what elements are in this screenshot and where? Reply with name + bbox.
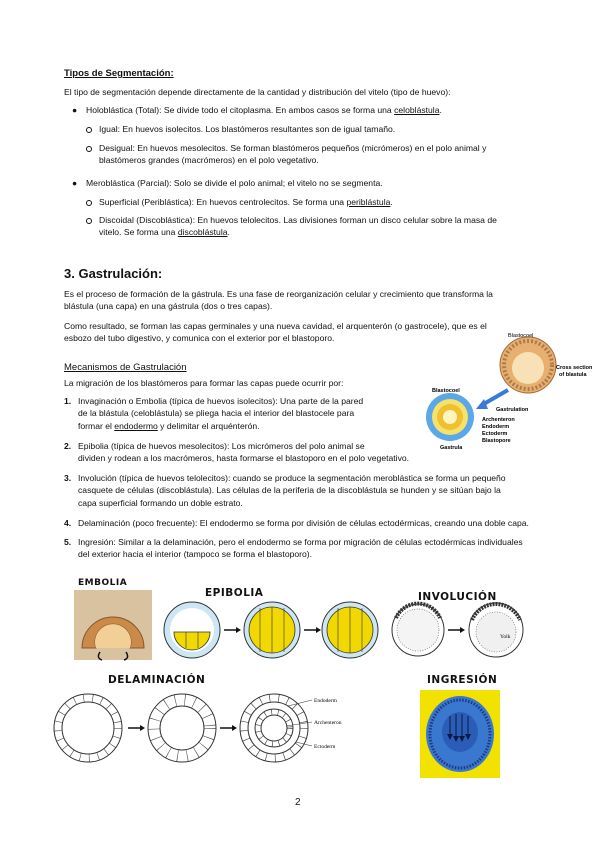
arrow-icon bbox=[232, 725, 237, 731]
label-gastrulation: Gastrulation bbox=[496, 407, 529, 413]
mechanism-item-5: 5. Ingresión: Similar a la delaminación, pero el endodermo se forma por migración de células ectodérmicas individuales del exterior hacia el interior (tampoco se forma el blastoporo). bbox=[64, 537, 523, 560]
gastrulation-diagram bbox=[420, 325, 593, 455]
figure-title-delaminacion: DELAMINACIÓN bbox=[108, 674, 206, 686]
mechanism-item-4: 4. Delaminación (poco frecuente): El endodermo se forma por división de células ectodérmicas, creando una doble capa. bbox=[64, 518, 529, 528]
label-archenteron: Archenteron bbox=[314, 720, 342, 726]
label-ectoderm: Ectoderm bbox=[482, 431, 508, 437]
mechanism-item-3: 3. Involución (típica de huevos telolecitos): cuando se produce la segmentación meroblástica se forma un pequeño casquete de células (discoblástula). Las células de la periferia de la discoblástula se hunden y se sitúan bajo la capa superficial formando un doble estrato. bbox=[64, 473, 506, 508]
involucion-stage-1 bbox=[392, 604, 444, 656]
mechanisms-title: Mecanismos de Gastrulación bbox=[64, 362, 187, 373]
list-item-meroblastica: ● Meroblástica (Parcial): Solo se divide el polo animal; el vitelo no se segmenta. bbox=[72, 178, 383, 188]
gastrula bbox=[426, 393, 474, 441]
epibolia-stage-1 bbox=[164, 602, 220, 658]
mechanisms-intro: La migración de los blastómeros para formar las capas puede ocurrir por: bbox=[64, 378, 344, 388]
involucion-figure bbox=[388, 600, 528, 660]
arrow-icon bbox=[316, 627, 321, 633]
figure-title-epibolia: EPIBOLIA bbox=[205, 587, 264, 599]
circle-bullet-icon bbox=[86, 200, 92, 206]
label-blastocoel-top: Blastocoel bbox=[508, 333, 534, 339]
delaminacion-figure bbox=[52, 690, 342, 765]
circle-bullet-icon bbox=[86, 146, 92, 152]
epibolia-stage-2 bbox=[244, 602, 300, 658]
label-gastrula: Gastrula bbox=[440, 445, 463, 451]
bullet-icon: ● bbox=[72, 178, 78, 188]
label-of-blastula: of blastula bbox=[559, 372, 587, 378]
gastrulation-paragraph-2: Como resultado, se forman las capas germinales y una nueva cavidad, el arquenterón (o gastrocele), que es el esbozo del tubo digestivo, y comunica con el exterior por el blastoporo. bbox=[64, 321, 487, 344]
epibolia-stage-3 bbox=[322, 602, 378, 658]
label-yolk: Yolk bbox=[500, 634, 511, 640]
segmentation-title: Tipos de Segmentación: bbox=[64, 68, 174, 79]
figure-title-ingresion: INGRESIÓN bbox=[427, 674, 498, 686]
label-endoderm: Endoderm bbox=[314, 698, 337, 704]
mechanism-item-1: 1. Invaginación o Embolia (típica de huevos isolecitos): Una parte de la pared de la blástula (celoblástula) se pliega hacia el interior del blastocele para formar el endodermo y delimitar el arquénterón. bbox=[64, 396, 364, 431]
involucion-stage-2 bbox=[469, 603, 523, 657]
arrow-icon bbox=[140, 725, 145, 731]
page-number: 2 bbox=[295, 797, 301, 808]
figure-title-embolia: EMBOLIA bbox=[78, 578, 128, 588]
delaminacion-stage-3 bbox=[240, 694, 308, 762]
label-endoderm: Endoderm bbox=[482, 424, 510, 430]
list-item-superficial: Superficial (Periblástica): En huevos centrolecitos. Se forma una periblástula. bbox=[99, 196, 393, 208]
gastrulation-paragraph-1: Es el proceso de formación de la gástrula. Es una fase de reorganización celular y crecimiento que transforma la blástula (una capa) en una gástrula (dos o tres capas). bbox=[64, 289, 493, 312]
list-item-desigual: Desigual: En huevos mesolecitos. Se forman blastómeros pequeños (micrómeros) en el polo animal y blastómeros grandes (macrómeros) en el polo vegetativo. bbox=[99, 142, 486, 167]
label-blastocoel-left: Blastocoel bbox=[432, 388, 460, 394]
label-cross-section: Cross section bbox=[556, 365, 593, 371]
gastrulation-title: 3. Gastrulación: bbox=[64, 266, 163, 281]
blastula-cross-section bbox=[500, 337, 556, 393]
delaminacion-stage-2 bbox=[148, 694, 216, 762]
circle-bullet-icon bbox=[86, 218, 92, 224]
circle-bullet-icon bbox=[86, 127, 92, 133]
arrow-icon bbox=[460, 627, 465, 633]
arrow-icon bbox=[236, 627, 241, 633]
list-item-holoblastica: ● Holoblástica (Total): Se divide todo el citoplasma. En ambos casos se forma una celoblástula. bbox=[72, 105, 442, 115]
mechanism-item-2: 2. Epibolia (típica de huevos mesolecitos): Los micrómeros del polo animal se dividen y rodean a los macrómeros, hasta formarse el blastoporo en el polo vegetativo. bbox=[64, 441, 410, 464]
ingresion-figure bbox=[420, 690, 500, 778]
list-item-discoidal: Discoidal (Discoblástica): En huevos telolecitos. Las divisiones forman un disco celular sobre la masa de vitelo. Se forma una discoblástula. bbox=[99, 214, 497, 239]
label-blastopore: Blastopore bbox=[482, 438, 511, 444]
bullet-icon: ● bbox=[72, 105, 78, 115]
segmentation-intro: El tipo de segmentación depende directamente de la cantidad y distribución del vitelo (tipo de huevo): bbox=[64, 87, 451, 97]
epibolia-figure bbox=[160, 600, 380, 660]
label-archenteron: Archenteron bbox=[482, 417, 515, 423]
arrow-icon bbox=[482, 390, 508, 405]
list-item-igual: Igual: En huevos isolecitos. Los blastómeros resultantes son de igual tamaño. bbox=[99, 123, 395, 135]
figure-title-involucion: INVOLUCIÓN bbox=[418, 591, 497, 603]
label-ectoderm: Ectoderm bbox=[314, 744, 336, 750]
embolia-figure bbox=[74, 590, 152, 660]
delaminacion-stage-1 bbox=[54, 694, 122, 762]
